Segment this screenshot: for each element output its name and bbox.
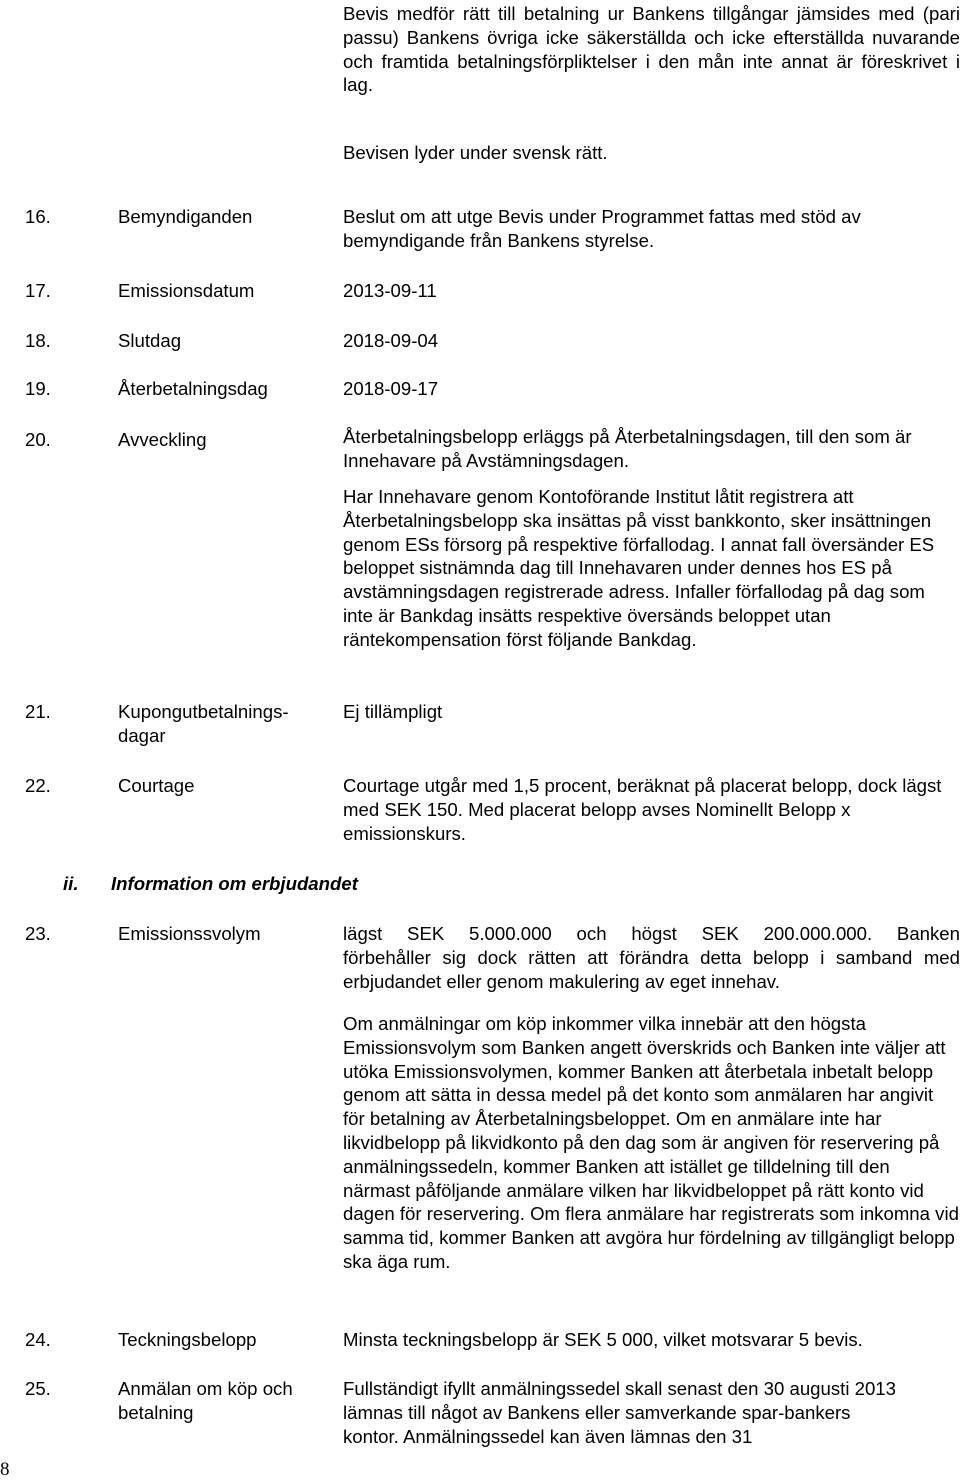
subheading-title: Information om erbjudandet	[111, 873, 358, 894]
page-number: 8	[0, 1459, 10, 1480]
section-label: Teckningsbelopp	[118, 1329, 257, 1350]
section-value: 2018-09-04	[343, 330, 439, 351]
section-label: Courtage	[118, 775, 195, 796]
section-20-text-2: Har Innehavare genom Kontoförande Institut låtit registrera att Återbetalningsbelopp ska insättas på visst bankkonto, sker insättningen genom ESs försorg på respektive förfallodag. I annat fall översänder ES beloppet sistnämnda dag till Innehavaren under dennes hos ES på avstämningsdagen registrerade adress. Infaller förfallodag på dag som inte är Bankdag insätts respektive översänds beloppet utan räntekompensation först följande Bankdag.	[343, 486, 935, 650]
section-22-text: Courtage utgår med 1,5 procent, beräknat på placerat belopp, dock lägst med SEK 150. Med placerat belopp avses Nominellt Belopp x emissionskurs.	[343, 775, 942, 844]
section-18	[0, 329, 960, 353]
subheading	[0, 872, 960, 896]
section-25-label-line2: betalning	[118, 1402, 194, 1423]
section-label-line1: Kupongutbetalnings-	[118, 701, 289, 722]
section-value: Ej tillämpligt	[343, 701, 443, 722]
section-number: 22.	[25, 775, 51, 796]
section-number: 25.	[25, 1378, 51, 1399]
subheading-number: ii.	[63, 873, 79, 894]
section-value: 2013-09-11	[343, 280, 437, 301]
section-label: Slutdag	[118, 330, 182, 351]
section-label-line1: Anmälan om köp och	[118, 1378, 293, 1399]
section-number: 17.	[25, 280, 51, 301]
law-statement: Bevisen lyder under svensk rätt.	[343, 142, 608, 163]
section-label: Emissionsdatum	[118, 280, 255, 301]
section-23-text-1-rest: förbehåller sig dock rätten att förändra detta belopp i samband med erbjudandet eller genom makulering av eget innehav.	[343, 947, 960, 992]
section-number: 20.	[25, 429, 51, 450]
section-number: 21.	[25, 701, 51, 722]
section-23-text-1-line1: lägst SEK 5.000.000 och högst SEK 200.000.000. Banken	[343, 923, 960, 944]
section-number: 16.	[25, 206, 51, 227]
section-19	[0, 377, 960, 401]
section-number: 23.	[25, 923, 51, 944]
section-16-text: Beslut om att utge Bevis under Programmet fattas med stöd av bemyndigande från Bankens styrelse.	[343, 206, 861, 251]
section-number: 18.	[25, 330, 51, 351]
section-number: 19.	[25, 378, 51, 399]
section-25-text: Fullständigt ifyllt anmälningssedel skall senast den 30 augusti 2013 lämnas till något av Bankens eller samverkande spar-bankers kontor. Anmälningssedel kan även lämnas den 31	[343, 1378, 896, 1447]
section-17	[0, 279, 960, 303]
section-20-text-1: Återbetalningsbelopp erläggs på Återbetalningsdagen, till den som är Innehavare på Avstämningsdagen.	[343, 426, 912, 471]
section-label: Återbetalningsdag	[118, 378, 268, 399]
section-23-text-2: Om anmälningar om köp inkommer vilka innebär att den högsta Emissionsvolym som Banken angett överskrids och Banken inte väljer att utöka Emissionsvolymen, kommer Banken att återbetala inbetalt belopp genom att sätta in dessa medel på det konto som anmälaren har angivit för betalning av Återbetalningsbeloppet. Om en anmälare inte har likvidbelopp på likvidkonto på den dag som är angiven för reservering på anmälningssedeln, kommer Banken att istället ge tilldelning till den närmast påföljande anmälare vilken har likvidbeloppet på rätt konto vid dagen för reservering. Om flera anmälare har registrerats som inkomna vid samma tid, kommer Banken att avgöra hur fördelning av tillgängligt belopp ska äga rum.	[343, 1013, 959, 1272]
section-number: 24.	[25, 1329, 51, 1350]
section-value: 2018-09-17	[343, 378, 439, 399]
section-21	[0, 700, 960, 724]
section-label: Emissionssvolym	[118, 923, 261, 944]
section-21-label-line2: dagar	[118, 725, 166, 746]
section-label: Bemyndiganden	[118, 206, 253, 227]
section-24-text: Minsta teckningsbelopp är SEK 5 000, vilket motsvarar 5 bevis.	[343, 1329, 863, 1350]
section-label: Avveckling	[118, 429, 207, 450]
intro-paragraph: Bevis medför rätt till betalning ur Bankens tillgångar jämsides med (pari passu) Bankens övriga icke säkerställda och icke efterställda nuvarande och framtida betalningsförpliktelser i den mån inte annat är föreskrivet i lag.	[343, 3, 960, 96]
